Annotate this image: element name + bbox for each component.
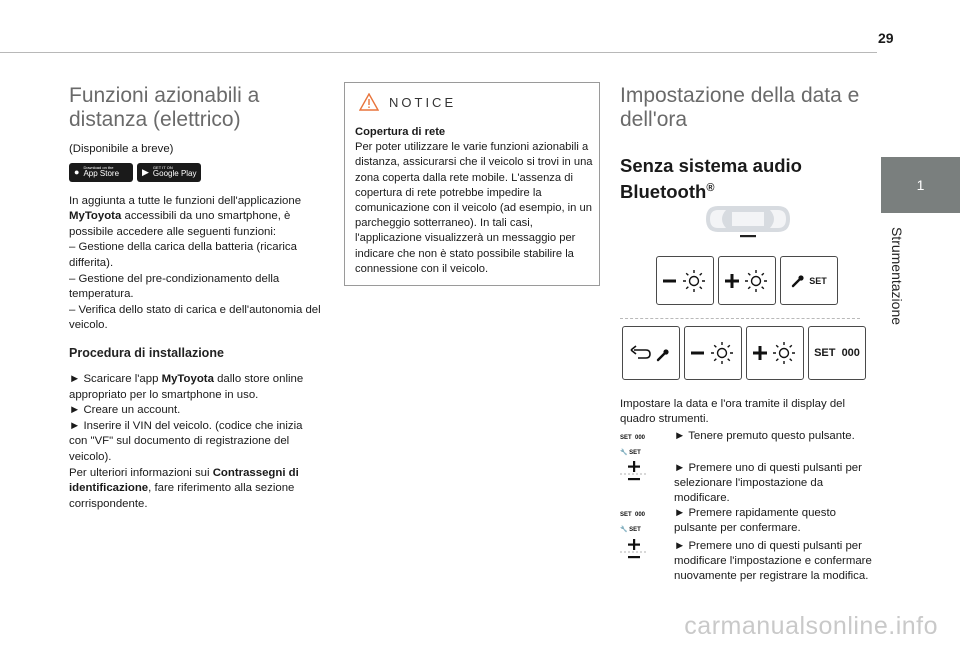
wrench-icon [791,274,805,288]
instruction-step [620,461,878,507]
app-store-badge[interactable] [69,163,133,182]
set-mini-label: SET [629,527,641,534]
back-arrow-icon [630,344,672,362]
brightness-minus-button[interactable] [656,256,714,305]
instruction-step [620,506,878,536]
google-play-badge[interactable] [137,163,201,182]
wrench-set-button[interactable] [780,256,838,305]
badge-store-name: Google Play [152,169,197,179]
list-item: – Gestione del pre-condizionamento della temperatura. [69,272,280,301]
dashed-divider [620,318,860,319]
intro-text: Impostare la data e l'ora tramite il display del quadro strumenti. [620,398,846,426]
intro-text: In aggiunta a tutte le funzioni dell'applicazione [69,194,302,207]
list-item: – Verifica dello stato di carica e dell'autonomia del veicolo. [69,303,321,332]
wrench-set-mini-icon: 🔧 SET [620,450,641,457]
availability-note: (Disponibile a breve) [69,143,174,155]
chapter-tab[interactable] [881,157,960,213]
cross-reference: Contrassegni di identificazione [69,466,299,495]
plus-minus-mini-icon [620,461,650,483]
brightness-plus-button[interactable] [718,256,776,305]
app-name: MyToyota [69,210,122,223]
notice-subtitle: Copertura di rete [355,126,446,138]
brightness-minus-icon [690,341,736,365]
subsection-title [620,154,878,203]
instruction-step [620,429,878,457]
intro-paragraph [69,194,324,241]
instrument-cluster-icon [704,204,792,238]
brightness-plus-icon [724,269,770,293]
chapter-number: 1 [916,177,925,193]
list-item: ► Inserire il VIN del veicolo. (codice che inizia con "VF" sul documento di registrazione del veicolo). [69,419,303,463]
plus-minus-mini-icon [620,539,650,561]
list-item: ► Creare un account. [69,404,181,417]
list-item: – Gestione della carica della batteria (ricarica differita). [69,241,297,269]
chapter-label-text: Strumentazione [889,226,905,326]
procedure-title: Procedura di installazione [69,345,224,360]
set-000-mini-icon: SET 000 [620,435,646,442]
intro-text: accessibili da uno smartphone, è possibile accedere alle seguenti funzioni: [69,210,291,238]
header-rule [0,52,877,53]
registered-mark: ® [706,182,715,194]
procedure-steps [69,372,324,512]
date-time-section [620,84,878,203]
app-name: MyToyota [161,372,214,385]
notice-title: NOTICE [389,94,457,110]
notice-box [344,82,600,286]
badge-caption: Download on the [83,165,114,171]
set-000-mini-icon: SET 000 [620,512,646,519]
apple-icon: ● [74,166,80,177]
warning-icon [359,93,379,111]
list-item [69,372,324,403]
section-title: Funzioni azionabili a distanza (elettrico) [69,84,260,131]
more-info-text: Per ulteriori informazioni sui [69,466,213,479]
set-label: SET [809,275,827,286]
more-info-text: , fare riferimento alla sezione corrispondente. [69,482,295,510]
more-info [69,466,324,513]
subsection-title-text: Senza sistema audio Bluetooth [620,155,802,203]
brightness-minus-icon [662,269,708,293]
section-title: Impostazione della data e dell'ora [620,84,860,131]
store-badges [69,163,324,182]
step-text: ► Scaricare l'app [69,372,162,385]
badge-store-name: App Store [83,169,120,179]
instrument-panel-illustration [620,204,878,384]
brightness-plus-button-2[interactable] [746,326,804,380]
step-text: ► Premere uno di questi pulsanti per selezionare l'impostazione da modificare. [674,461,862,505]
watermark: carmanualsonline.info [684,612,938,640]
set-000-label: SET 000 [814,347,860,359]
remote-functions-section [69,84,324,512]
page-number: 29 [878,30,894,46]
play-icon: ▶ [142,166,149,177]
set-mini-label: SET [629,450,641,457]
step-text: ► Premere uno di questi pulsanti per modificare l'impostazione e confermare nuovamente per registrare la modifica. [674,539,872,583]
notice-text: Per poter utilizzare le varie funzioni azionabili a distanza, assicurarsi che il veicolo si trovi in una zona coperta dalla rete mobile. L'assenza di copertura di rete potrebbe impedire la comunicazione con il veicolo (ad esempio, in un parcheggio sotterraneo). In tali casi, l'applicazione visualizzerà un messaggio per indicare che non è stato possibile stabilire la connessione con il veicolo. [355,141,593,275]
brightness-plus-icon [752,341,798,365]
instruction-step [620,539,878,585]
step-text: dallo store online appropriato per lo smartphone in uso. [69,372,304,401]
step-text: ► Tenere premuto questo pulsante. [674,430,855,443]
badge-caption: GET IT ON [152,165,173,171]
instructions [620,397,878,584]
feature-list [69,240,324,334]
chapter-label [880,216,914,336]
wrench-set-mini-icon: 🔧 SET [620,527,641,534]
step-text: ► Premere rapidamente questo pulsante per confermare. [674,507,836,535]
brightness-minus-button-2[interactable] [684,326,742,380]
set-000-button[interactable] [808,326,866,380]
back-wrench-button[interactable] [622,326,680,380]
